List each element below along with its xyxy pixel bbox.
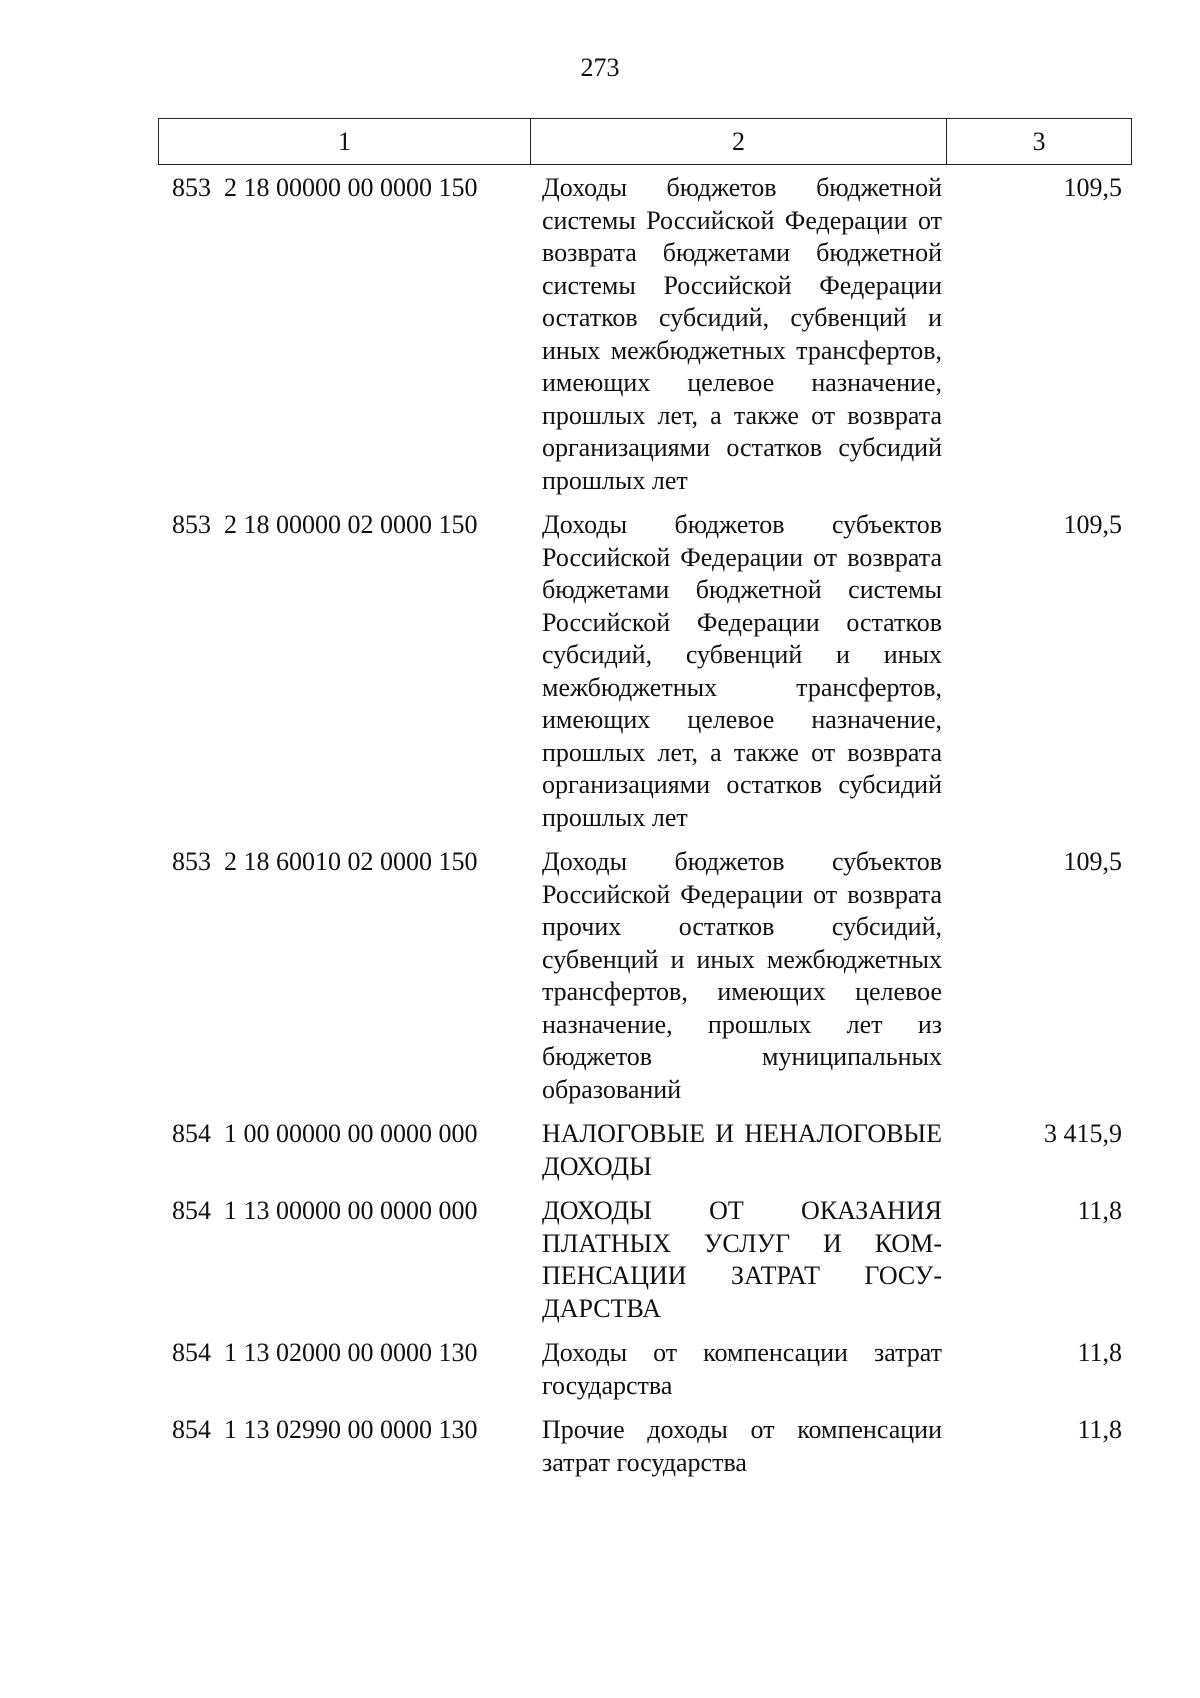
page-number: 273	[580, 53, 620, 82]
amount: 11,8	[1077, 1415, 1122, 1444]
budget-code: 1 13 00000 00 0000 000	[224, 1196, 478, 1225]
amount: 11,8	[1077, 1196, 1122, 1225]
amount: 109,5	[1063, 510, 1122, 539]
amount: 109,5	[1063, 173, 1122, 202]
table-row	[158, 846, 1132, 1106]
budget-code: 1 13 02990 00 0000 130	[224, 1415, 478, 1444]
admin-code: 854	[172, 1119, 211, 1148]
table-row	[158, 509, 1132, 834]
budget-code: 1 13 02000 00 0000 130	[224, 1338, 478, 1367]
income-name: НАЛОГОВЫЕ И НЕНАЛОГОВЫЕ ДОХОДЫ	[542, 1119, 942, 1181]
income-name: Доходы бюджетов субъектов Российской Федерации от возврата прочих остатков субсидий, субвенций и иных межбюджетных трансфертов, имеющих целевое назначение, прошлых лет из бюджетов муниципальных образований	[542, 847, 942, 1104]
amount: 11,8	[1077, 1338, 1122, 1367]
budget-code: 2 18 00000 00 0000 150	[224, 173, 478, 202]
table-row	[158, 1337, 1132, 1402]
income-name: Прочие доходы от компенсации затрат государства	[542, 1415, 942, 1477]
admin-code: 854	[172, 1415, 211, 1444]
admin-code: 854	[172, 1196, 211, 1225]
table-row	[158, 172, 1132, 497]
table-row	[158, 1195, 1132, 1325]
income-name: ДОХОДЫ ОТ ОКАЗАНИЯ ПЛАТНЫХ УСЛУГ И КОМПЕНСАЦИИ ЗАТРАТ ГОСУДАРСТВА	[542, 1196, 942, 1323]
budget-code: 2 18 60010 02 0000 150	[224, 847, 478, 876]
table-body	[158, 172, 1132, 1491]
admin-code: 853	[172, 510, 211, 539]
income-name: Доходы от компенсации затрат государства	[542, 1338, 942, 1400]
amount: 3 415,9	[1044, 1119, 1122, 1148]
header-col-1: 1	[159, 119, 531, 164]
table-header	[158, 118, 1132, 165]
admin-code: 853	[172, 847, 211, 876]
income-name: Доходы бюджетов субъектов Российской Федерации от возврата бюджетами бюджетной системы Российской Федерации остатков субсидий, субвенций и иных межбюджетных трансфертов, имеющих целевое назначение, прошлых лет, а также от возврата организациями остатков субсидий прошлых лет	[542, 510, 942, 832]
header-col-3: 3	[1032, 126, 1046, 156]
admin-code: 853	[172, 173, 211, 202]
income-name: Доходы бюджетов бюджетной системы Российской Федерации от возврата бюджетами бюджетной системы Российской Федерации остатков субсидий, субвенций и иных межбюджетных трансфертов, имеющих целевое назначение, прошлых лет, а также от возврата организациями остатков субсидий прошлых лет	[542, 173, 942, 495]
table-row	[158, 1414, 1132, 1479]
amount: 109,5	[1063, 847, 1122, 876]
budget-code: 2 18 00000 02 0000 150	[224, 510, 478, 539]
admin-code: 854	[172, 1338, 211, 1367]
header-col-2: 2	[531, 119, 947, 164]
table-row	[158, 1118, 1132, 1183]
budget-code: 1 00 00000 00 0000 000	[224, 1119, 478, 1148]
